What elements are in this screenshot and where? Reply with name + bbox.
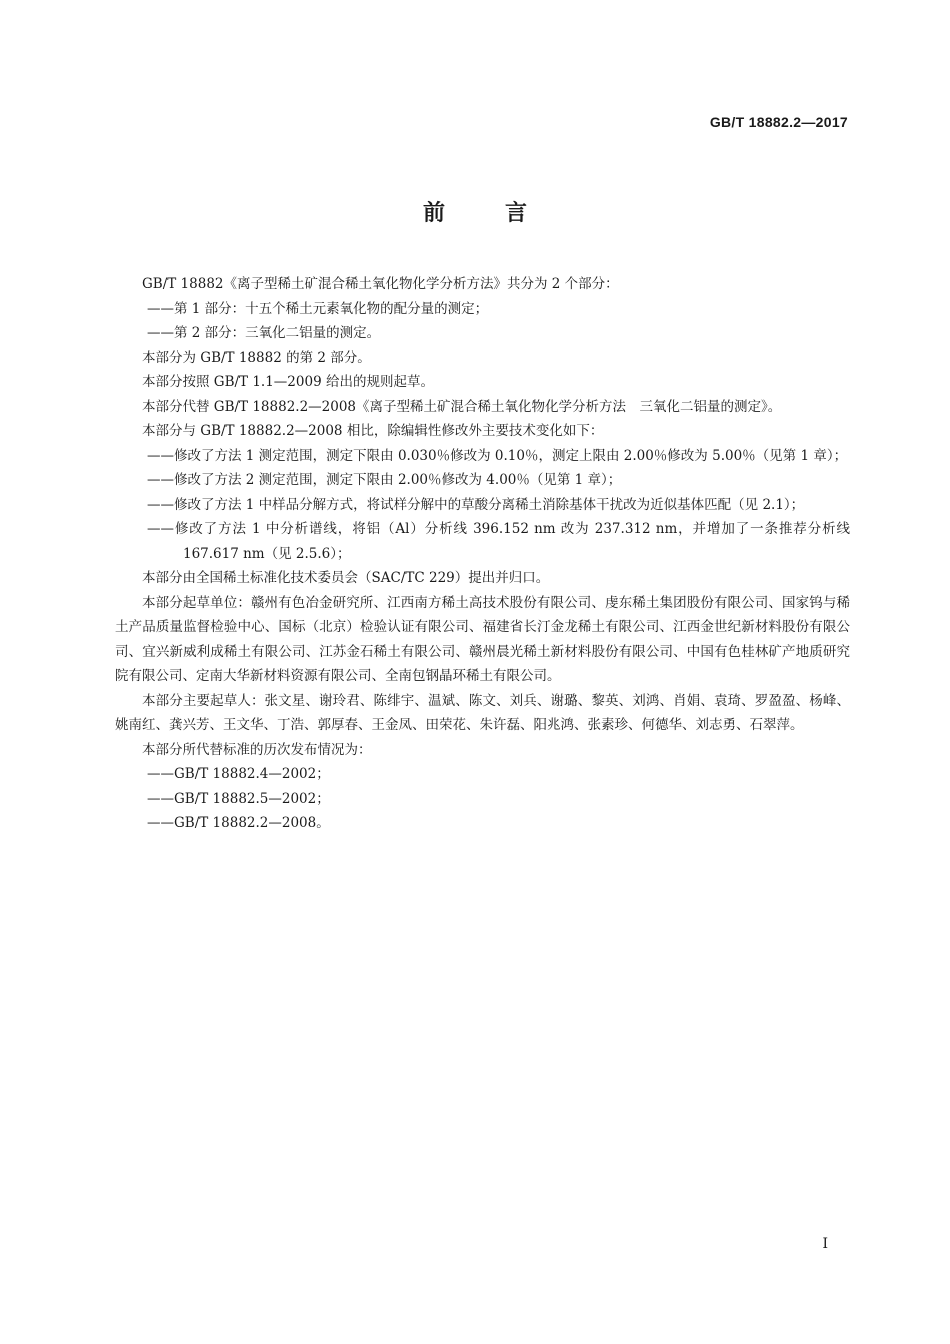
- history-list-item: ——GB/T 18882.4—2002；: [147, 766, 330, 782]
- part-statement: 本部分为 GB/T 18882 的第 2 部分。: [142, 349, 371, 366]
- drafting-units: 本部分起草单位：赣州有色冶金研究所、江西南方稀土高技术股份有限公司、虔东稀土集团股份有限公司、国家钨与稀土产品质量监督检验中心、国标（北京）检验认证有限公司、福建省长汀金龙稀土有限公司、江西金世纪新材料股份有限公司、宜兴新威利成稀土有限公司、江苏金石稀土有限公司、赣州晨光稀土新材料股份有限公司、中国有色桂林矿产地质研究院有限公司、定南大华新材料资源有限公司、全南包钢晶环稀土有限公司。: [115, 594, 850, 684]
- change-list-item: ——修改了方法 1 中样品分解方式，将试样分解中的草酸分离稀土消除基体干扰改为近似基体匹配（见 2.1）；: [147, 496, 805, 513]
- intro-paragraph: GB/T 18882《离子型稀土矿混合稀土氧化物化学分析方法》共分为 2 个部分：: [142, 276, 619, 292]
- standard-code: GB/T 18882.2—2017: [709, 114, 848, 130]
- change-list-item: ——修改了方法 2 测定范围，测定下限由 2.00％修改为 4.00％（见第 1 章）；: [147, 472, 622, 488]
- part-list-item: ——第 2 部分：三氧化二铝量的测定。: [147, 325, 381, 341]
- history-list-item: ——GB/T 18882.2—2008。: [147, 815, 330, 831]
- replacement-statement: 本部分代替 GB/T 18882.2—2008《离子型稀土矿混合稀土氧化物化学分析方法 三氧化二铝量的测定》。: [142, 398, 782, 415]
- change-list-item: ——修改了方法 1 测定范围，测定下限由 0.030％修改为 0.10％，测定上限由 2.00％修改为 5.00％（见第 1 章）；: [147, 447, 848, 464]
- history-intro: 本部分所代替标准的历次发布情况为：: [142, 741, 372, 758]
- drafters: 本部分主要起草人：张文星、谢玲君、陈绯宇、温斌、陈文、刘兵、谢璐、黎英、刘鸿、肖娟、袁琦、罗盈盈、杨峰、姚南红、龚兴芳、王文华、丁浩、郭厚春、王金凤、田荣花、朱许磊、阳兆鸿、张素珍、何德华、刘志勇、石翠萍。: [115, 692, 850, 733]
- committee-statement: 本部分由全国稀土标准化技术委员会（SAC/TC 229）提出并归口。: [142, 570, 550, 586]
- change-list-item: ——修改了方法 1 中分析谱线，将铝（Al）分析线 396.152 nm 改为 237.312 nm，并增加了一条推荐分析线 167.617 nm（见 2.5.6）；: [147, 521, 850, 562]
- changes-intro: 本部分与 GB/T 18882.2—2008 相比，除编辑性修改外主要技术变化如下：: [142, 423, 604, 439]
- page-title: 前言: [422, 201, 587, 226]
- part-list-item: ——第 1 部分：十五个稀土元素氧化物的配分量的测定；: [147, 300, 489, 317]
- page-number: I: [822, 1236, 828, 1252]
- history-list-item: ——GB/T 18882.5—2002；: [147, 790, 330, 807]
- drafting-rules-statement: 本部分按照 GB/T 1.1—2009 给出的规则起草。: [142, 374, 434, 390]
- document-body: [115, 272, 850, 836]
